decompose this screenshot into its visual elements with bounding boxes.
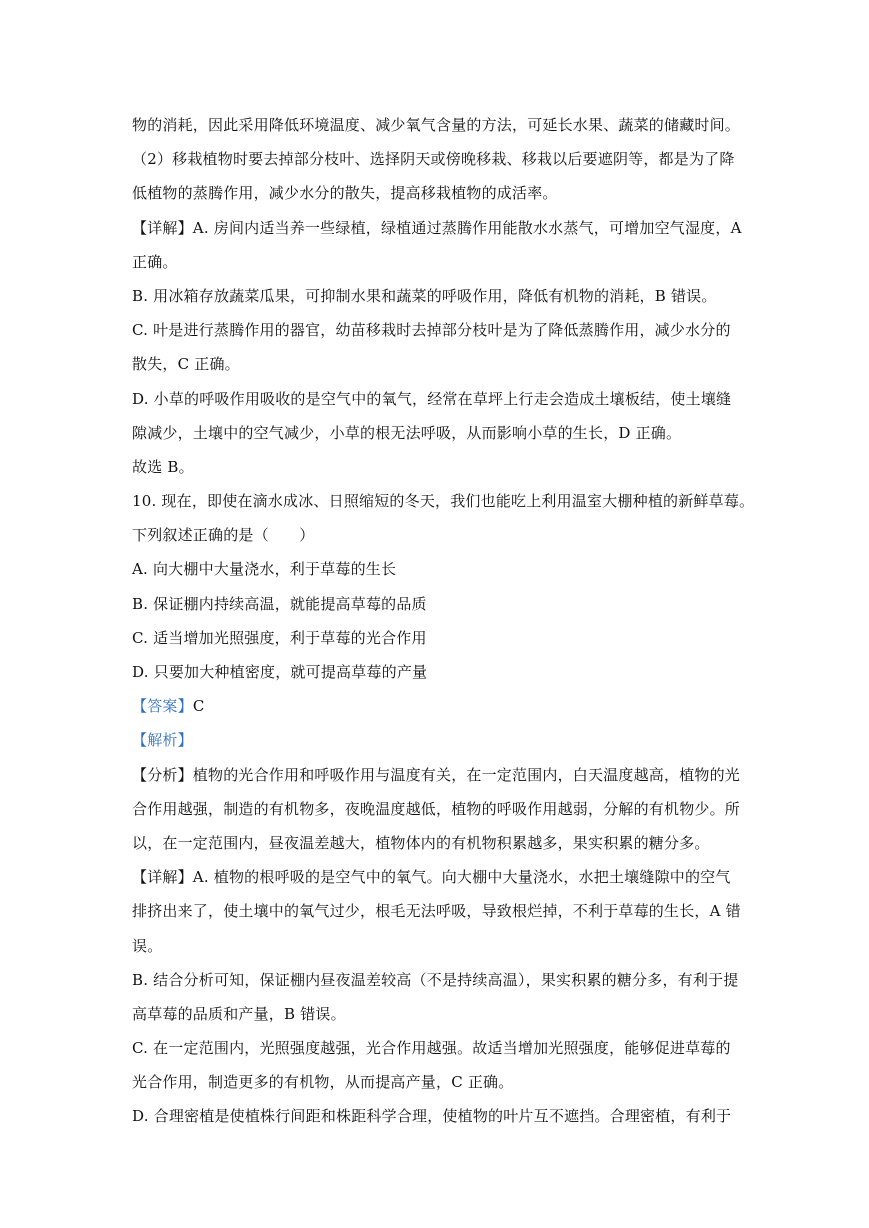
text-line: D. 合理密植是使植株行间距和株距科学合理，使植物的叶片互不遮挡。合理密植，有利于	[132, 1107, 732, 1126]
text-line: 【详解】A. 房间内适当养一些绿植，绿植通过蒸腾作用能散水水蒸气，可增加空气湿度，A	[132, 218, 742, 237]
option-b: B. 保证棚内持续高温，就能提高草莓的品质	[132, 594, 427, 613]
text-line: 故选 B。	[132, 457, 194, 476]
document-body	[132, 108, 755, 1134]
text-line: D. 小草的呼吸作用吸收的是空气中的氧气，经常在草坪上行走会造成土壤板结，使土壤缝	[132, 389, 732, 408]
option-d: D. 只要加大种植密度，就可提高草莓的产量	[132, 663, 428, 681]
text-line: 光合作用，制造更多的有机物，从而提高产量，C 正确。	[132, 1073, 514, 1092]
text-line: 物的消耗，因此采用降低环境温度、减少氧气含量的方法，可延长水果、蔬菜的储藏时间。	[132, 116, 741, 134]
text-line: （2）移栽植物时要去掉部分枝叶、选择阴天或傍晚移栽、移栽以后要遮阴等，都是为了降	[132, 150, 735, 169]
option-c: C. 适当增加光照强度，利于草莓的光合作用	[132, 628, 427, 647]
text-line: B. 用冰箱存放蔬菜瓜果，可抑制水果和蔬菜的呼吸作用，降低有机物的消耗，B 错误。	[132, 286, 717, 305]
text-line: 【分析】植物的光合作用和呼吸作用与温度有关，在一定范围内，白天温度越高，植物的光	[132, 765, 741, 784]
text-line: 散失，C 正确。	[132, 355, 240, 374]
text-line: C. 在一定范围内，光照强度越强，光合作用越强。故适当增加光照强度，能够促进草莓的	[132, 1039, 731, 1058]
text-line: 隙减少，土壤中的空气减少，小草的根无法呼吸，从而影响小草的生长，D 正确。	[132, 423, 682, 442]
text-line: 【详解】A. 植物的根呼吸的是空气中的氧气。向大棚中大量浇水，水把土壤缝隙中的空气	[132, 868, 731, 887]
question-stem-line: 10. 现在，即使在滴水成冰、日照缩短的冬天，我们也能吃上利用温室大棚种植的新鲜草莓。	[132, 492, 755, 511]
text-line: 合作用越强，制造的有机物多，夜晚温度越低，植物的呼吸作用越弱，分解的有机物少。所	[132, 799, 741, 818]
text-line: C. 叶是进行蒸腾作用的器官，幼苗移栽时去掉部分枝叶是为了降低蒸腾作用，减少水分的	[132, 321, 731, 340]
text-line: 正确。	[132, 252, 178, 271]
text-line: 以，在一定范围内，昼夜温差越大，植物体内的有机物积累越多，果实积累的糖分多。	[132, 833, 710, 852]
text-line: 高草莓的品质和产量，B 错误。	[132, 1004, 346, 1023]
text-line: 误。	[132, 936, 163, 955]
text-line: 排挤出来了，使土壤中的氧气过少，根毛无法呼吸，导致根烂掉，不利于草莓的生长，A 错	[132, 902, 741, 921]
analysis-label: 【解析】	[132, 731, 193, 750]
answer-value: C	[192, 697, 205, 716]
option-a: A. 向大棚中大量浇水，利于草莓的生长	[132, 560, 397, 579]
text-line: 低植物的蒸腾作用，减少水分的散失，提高移栽植物的成活率。	[132, 184, 558, 203]
question-stem-line: 下列叙述正确的是（ ）	[132, 526, 315, 545]
answer-line	[132, 689, 742, 723]
answer-label: 【答案】	[132, 697, 193, 716]
text-line: B. 结合分析可知，保证棚内昼夜温差较高（不是持续高温），果实积累的糖分多，有利于提	[132, 970, 739, 989]
